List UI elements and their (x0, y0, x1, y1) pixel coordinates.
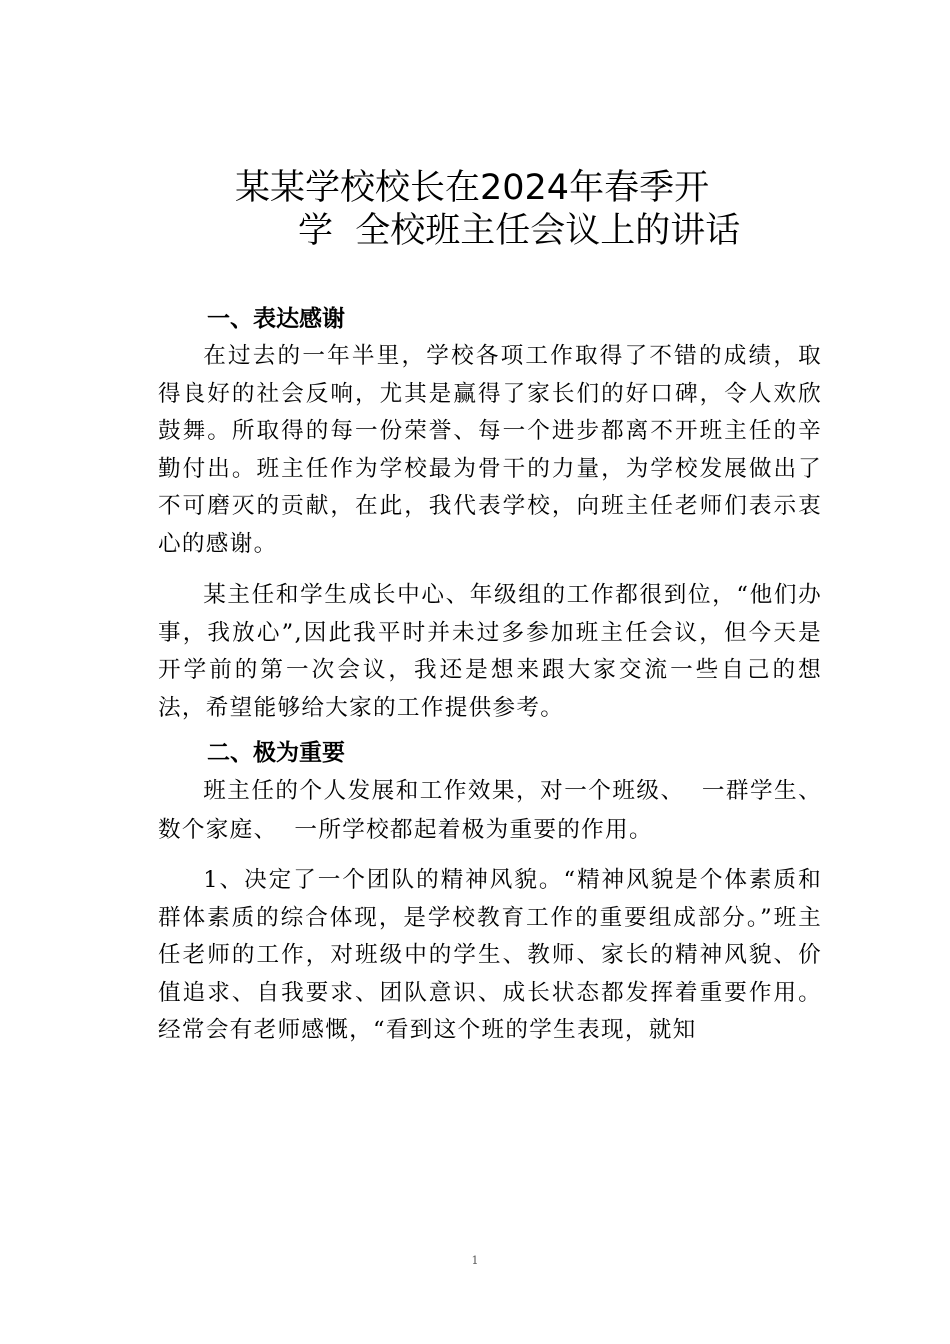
document-title-line-2: 学 全校班主任会议上的讲话 (298, 211, 741, 251)
page-number: 1 (471, 1254, 479, 1267)
paragraph: 某主任和学生成长中心、年级组的工作都很到位，“他们办事，我放心”,因此我平时并未过多参加班主任会议，但今天是开学前的第一次会议，我还是想来跟大家交流一些自己的想法，希望能够给大家的工作提供参考。 (158, 582, 822, 721)
document-title-line-1: 某某学校校长在2024年春季开 (235, 168, 710, 208)
section-heading-importance: 二、极为重要 (207, 740, 345, 766)
section-heading-gratitude: 一、表达感谢 (207, 306, 345, 332)
paragraph: 在过去的一年半里，学校各项工作取得了不错的成绩，取得良好的社会反响，尤其是赢得了家长们的好口碑，令人欢欣鼓舞。所取得的每一份荣誉、每一个进步都离不开班主任的辛勤付出。班主任作为学校最为骨干的力量，为学校发展做出了不可磨灭的贡献，在此，我代表学校，向班主任老师们表示衷心的感谢。 (158, 343, 822, 557)
paragraph: 班主任的个人发展和工作效果，对一个班级、 一群学生、数个家庭、 一所学校都起着极为重要的作用。 (158, 778, 822, 843)
paragraph: 1、决定了一个团队的精神风貌。“精神风貌是个体素质和群体素质的综合体现，是学校教育工作的重要组成部分。”班主任老师的工作，对班级中的学生、教师、家长的精神风貌、价值追求、自我要求、团队意识、成长状态都发挥着重要作用。经常会有老师感慨，“看到这个班的学生表现，就知 (158, 867, 822, 1043)
